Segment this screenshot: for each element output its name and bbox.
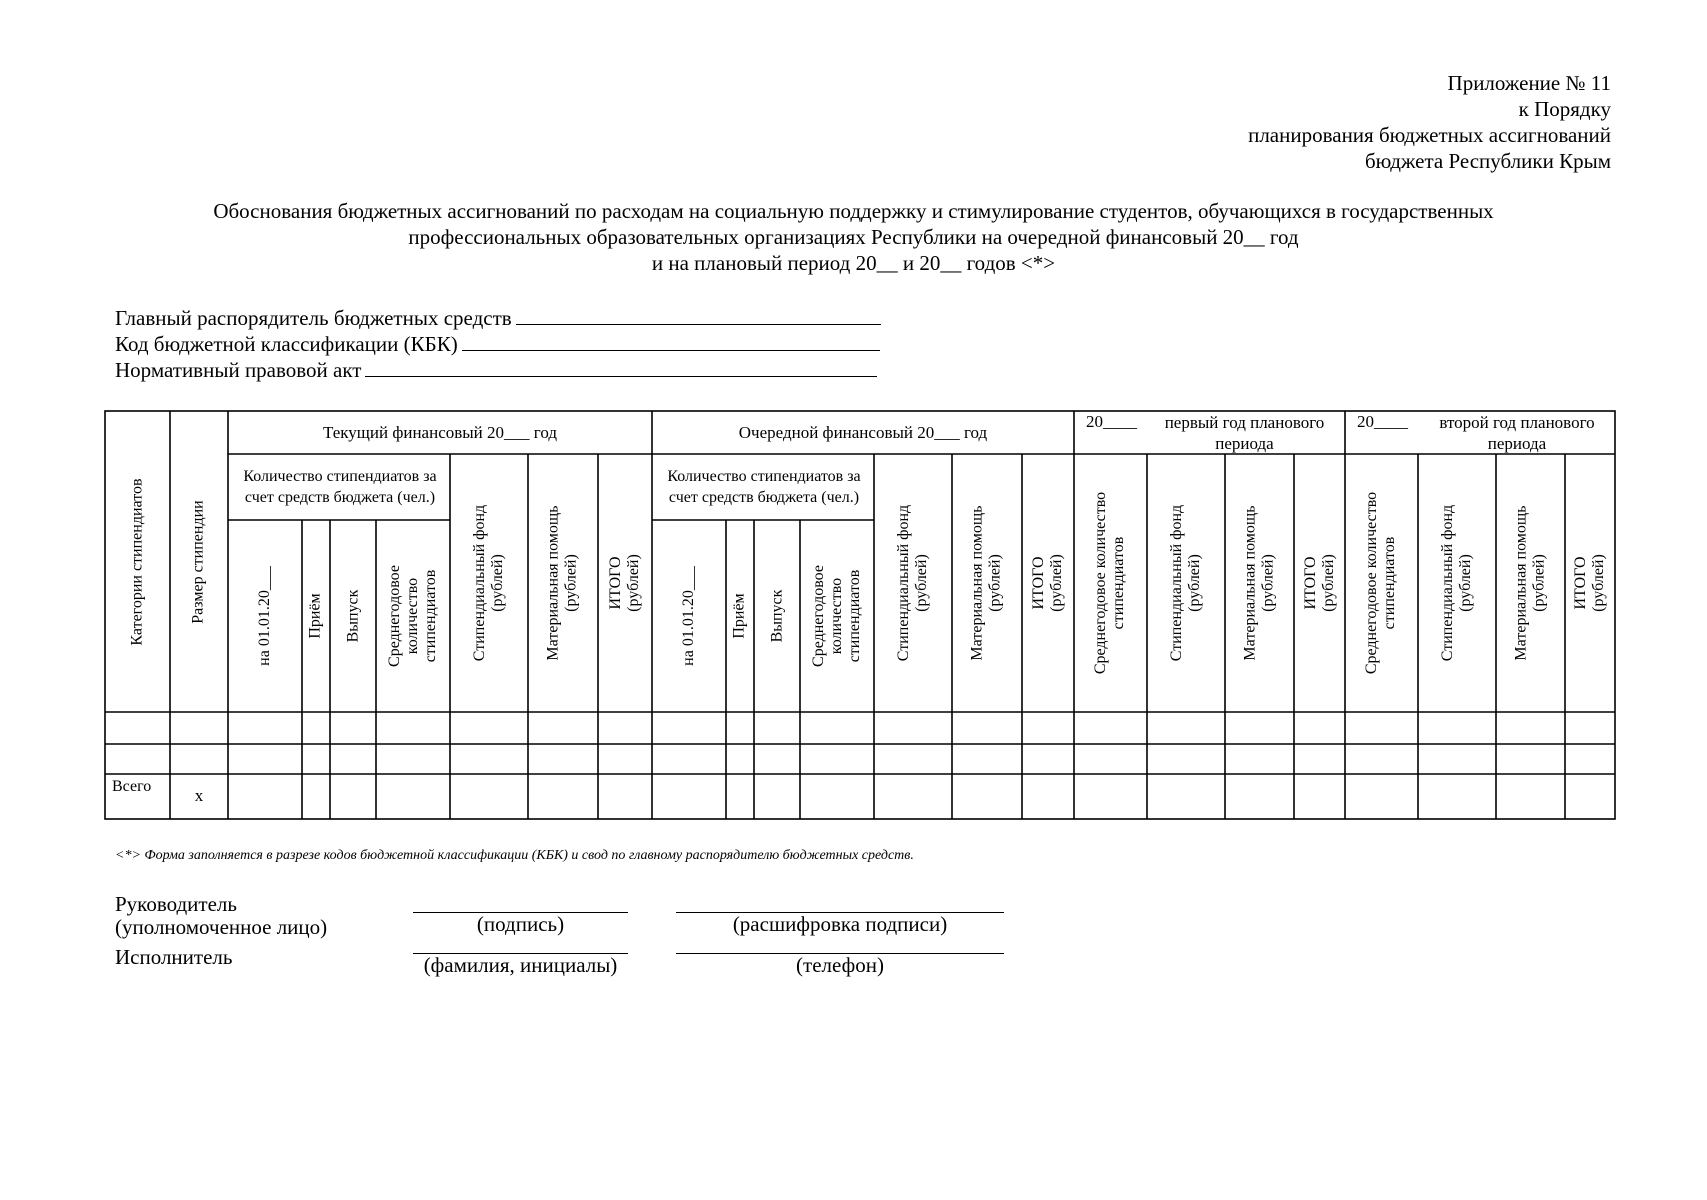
- header-avg-count-next: [800, 520, 874, 712]
- header-aid-plan2: [1496, 454, 1565, 712]
- header-graduation-next: [754, 520, 800, 712]
- header-category: [105, 411, 170, 712]
- header-graduation-current: [330, 520, 376, 712]
- title-line-1: Обоснования бюджетных ассигнований по расходам на социальную поддержку и стимулирование студентов, обучающихся в государственных: [213, 199, 1494, 223]
- total-text: ИТОГО (рублей): [1030, 554, 1065, 612]
- header-aid-current: [528, 454, 598, 712]
- aid-text: Материальная помощь (рублей): [1512, 505, 1548, 661]
- field-legal-act: [115, 356, 877, 383]
- total-text: ИТОГО (рублей): [1301, 554, 1337, 612]
- avg-count-text: Среднегодовое количество стипендиатов: [386, 565, 440, 667]
- header-avg2-plan2: [1345, 454, 1418, 712]
- sig-caption-signature: (подпись): [476, 912, 565, 936]
- sig-caption-decode: (расшифровка подписи): [732, 912, 948, 936]
- total-text: ИТОГО (рублей): [607, 554, 642, 612]
- field-main-manager-line[interactable]: [516, 304, 881, 325]
- total-text: ИТОГО (рублей): [1572, 554, 1607, 612]
- header-avg2-plan1: [1074, 454, 1147, 712]
- header-fund-plan2: [1418, 454, 1496, 712]
- graduation-text: Выпуск: [344, 589, 362, 643]
- on-date-text: на 01.01.20___: [256, 566, 274, 666]
- header-fund-next: [874, 454, 952, 712]
- sig-executor-label: Исполнитель: [115, 945, 233, 969]
- header-size: [170, 411, 228, 712]
- appendix-order: к Порядку: [1518, 97, 1611, 121]
- title-line-2: профессиональных образовательных организациях Республики на очередной финансовый 20__ год: [408, 225, 1299, 249]
- title-line-3: и на плановый период 20__ и 20__ годов <*>: [651, 251, 1056, 275]
- header-aid-next: [952, 454, 1022, 712]
- header-category-text: Категории стипендиатов: [128, 477, 146, 646]
- field-legal-act-label: Нормативный правовой акт: [115, 358, 362, 382]
- graduation-text: Выпуск: [768, 589, 786, 643]
- fund-text: Стипендиальный фонд (рублей): [1439, 504, 1475, 662]
- footnote: <*> Форма заполняется в разрезе кодов бюджетной классификации (КБК) и свод по главному распорядителю бюджетных средств.: [115, 848, 914, 863]
- plan1-prefix: 20____: [1086, 412, 1137, 431]
- plan2-prefix: 20____: [1357, 412, 1408, 431]
- header-count-next: Количество стипендиатов за счет средств бюджета (чел.): [667, 468, 861, 506]
- document-title: [0, 198, 1707, 276]
- header-fund-current: [450, 454, 528, 712]
- fund-text: Стипендиальный фонд (рублей): [895, 504, 931, 662]
- stipend-table: [104, 410, 1616, 820]
- header-plan-year-1: [1074, 412, 1345, 454]
- sig-caption-name: (фамилия, инициалы): [423, 953, 618, 977]
- header-on-date-current: [228, 520, 302, 712]
- aid-text: Материальная помощь (рублей): [969, 505, 1004, 661]
- header-total-plan2: [1565, 454, 1615, 712]
- header-size-text: Размер стипендии: [190, 499, 207, 624]
- sig-head-sub-label: (уполномоченное лицо): [115, 915, 328, 939]
- field-main-manager: [115, 304, 881, 331]
- appendix-planning: планирования бюджетных ассигнований: [1248, 123, 1611, 147]
- admission-text: Приём: [731, 593, 748, 639]
- fund-text: Стипендиальный фонд (рублей): [1168, 504, 1204, 662]
- sig-caption-phone: (телефон): [796, 953, 884, 977]
- sig-head-label: Руководитель: [115, 892, 237, 916]
- field-kbk-label: Код бюджетной классификации (КБК): [115, 332, 458, 356]
- plan1-label: первый год планового периода: [1164, 413, 1325, 453]
- field-main-manager-label: Главный распорядитель бюджетных средств: [115, 306, 512, 330]
- header-next-year: Очередной финансовый 20___ год: [738, 422, 988, 442]
- header-on-date-next: [652, 520, 726, 712]
- fund-text: Стипендиальный фонд (рублей): [471, 504, 507, 662]
- table-row[interactable]: [105, 712, 1615, 744]
- plan2-label: второй год планового периода: [1439, 413, 1595, 453]
- field-kbk-line[interactable]: [462, 330, 880, 351]
- avg2-text: Среднегодовое количество стипендиатов: [1092, 491, 1128, 675]
- field-legal-act-line[interactable]: [365, 356, 877, 377]
- header-count-current: Количество стипендиатов за счет средств бюджета (чел.): [243, 468, 437, 506]
- header-aid-plan1: [1225, 454, 1294, 712]
- header-current-year: Текущий финансовый 20___ год: [323, 422, 557, 442]
- avg2-text: Среднегодовое количество стипендиатов: [1363, 491, 1399, 675]
- avg-count-text: Среднегодовое количество стипендиатов: [810, 565, 864, 667]
- field-kbk: [115, 330, 880, 357]
- total-row-label: Всего: [112, 778, 152, 795]
- header-avg-count-current: [376, 520, 450, 712]
- total-row-x-mark: x: [194, 786, 204, 805]
- on-date-text: на 01.01.20___: [680, 566, 698, 666]
- header-total-next: [1022, 454, 1074, 712]
- header-total-current: [598, 454, 652, 712]
- header-total-plan1: [1294, 454, 1345, 712]
- aid-text: Материальная помощь (рублей): [1241, 505, 1277, 661]
- header-admission-current: [302, 520, 330, 712]
- header-admission-next: [726, 520, 754, 712]
- header-plan-year-2: [1345, 412, 1615, 454]
- aid-text: Материальная помощь (рублей): [545, 505, 580, 661]
- admission-text: Приём: [307, 593, 324, 639]
- table-row[interactable]: [105, 744, 1615, 774]
- header-fund-plan1: [1147, 454, 1225, 712]
- appendix-budget: бюджета Республики Крым: [1364, 149, 1611, 173]
- appendix-number: Приложение № 11: [1447, 71, 1611, 95]
